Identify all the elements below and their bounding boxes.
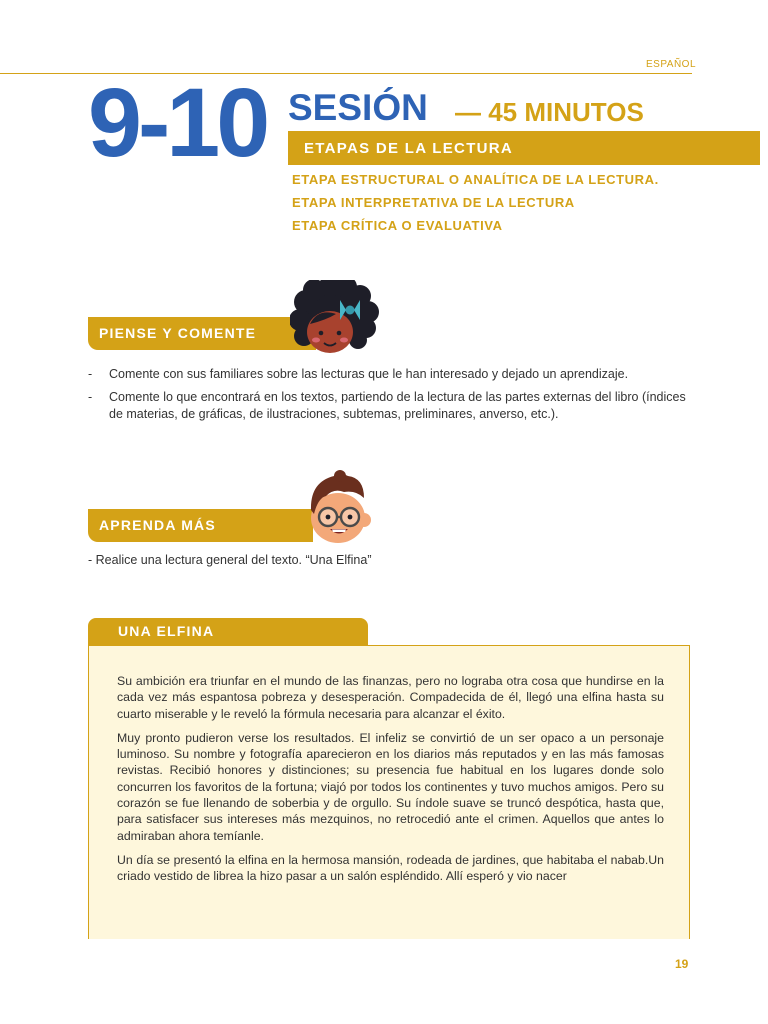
story-paragraph: Un día se presentó la elfina en la hermosa mansión, rodeada de jardines, que habitaba el nabab.Un criado vestido de librea la hizo pasar a un salón espléndido. Allí esperó y vio nacer: [117, 852, 664, 884]
story-paragraph: Su ambición era triunfar en el mundo de las finanzas, pero no lograba otra cosa que hundirse en la cada vez más espantosa pobreza y desesperación. Compadecida de él, llegó una elfina hasta su cuarto miserable y le reveló la fórmula necesaria para alcanzar el éxito.: [117, 674, 664, 721]
stage-item: ETAPA INTERPRETATIVA DE LA LECTURA: [292, 195, 575, 210]
aprenda-title: APRENDA MÁS: [99, 517, 216, 533]
page-number: 19: [675, 957, 689, 971]
girl-avatar-icon: [290, 280, 386, 360]
list-item-text: Comente con sus familiares sobre las lecturas que le han interesado y dejado un aprendizaje.: [109, 367, 629, 381]
story-title: UNA ELFINA: [118, 623, 215, 639]
piense-list: [88, 366, 698, 429]
boy-avatar-icon: [300, 470, 375, 550]
session-title: SESIÓN: [288, 87, 428, 128]
list-item-text: Comente lo que encontrará en los textos, partiendo de la lectura de las partes externas del libro (índices de materias, de gráficas, de ilustraciones, subtemas, preliminares, anverso, etc.).: [109, 390, 686, 421]
session-number: 9-10: [88, 68, 267, 177]
list-item: - Comente lo que encontrará en los textos, partiendo de la lectura de las partes externas del libro (índices de materias, de gráficas, de ilustraciones, subtemas, preliminares, anverso, etc.).: [88, 390, 686, 421]
reading-instruction: - Realice una lectura general del texto. “Una Elfina”: [88, 553, 372, 567]
story-text: [117, 673, 664, 893]
stages-list: [292, 171, 659, 240]
session-duration: — 45 MINUTOS: [455, 97, 644, 127]
stage-item: ETAPA CRÍTICA O EVALUATIVA: [292, 218, 503, 233]
piense-title: PIENSE Y COMENTE: [99, 325, 257, 341]
story-paragraph: Muy pronto pudieron verse los resultados. El infeliz se convirtió de un ser opaco a un personaje luminoso. Su nombre y fotografía aparecieron en los diarios más reputados y en las más famosas revistas. Recibió honores y distinciones; su presencia fue habitual en los lugares donde solo concurren los favoritos de la fortuna; viajó por todos los continentes y tuvo muchos amigos. Pero su corazón se fue llenando de soberbia y de orgullo. Su índole suave se truncó despótica, hasta que, para satisfacer sus intereses más mezquinos, no retrocedió ante el crimen. Aquellos que antes lo admiraban ahora temíanle.: [117, 730, 664, 843]
subject-label: ESPAÑOL: [646, 59, 696, 70]
stage-item: ETAPA ESTRUCTURAL O ANALÍTICA DE LA LECTURA.: [292, 172, 659, 187]
topic-title: ETAPAS DE LA LECTURA: [304, 140, 514, 157]
list-item: - Comente con sus familiares sobre las lecturas que le han interesado y dejado un aprendizaje.: [88, 367, 629, 381]
